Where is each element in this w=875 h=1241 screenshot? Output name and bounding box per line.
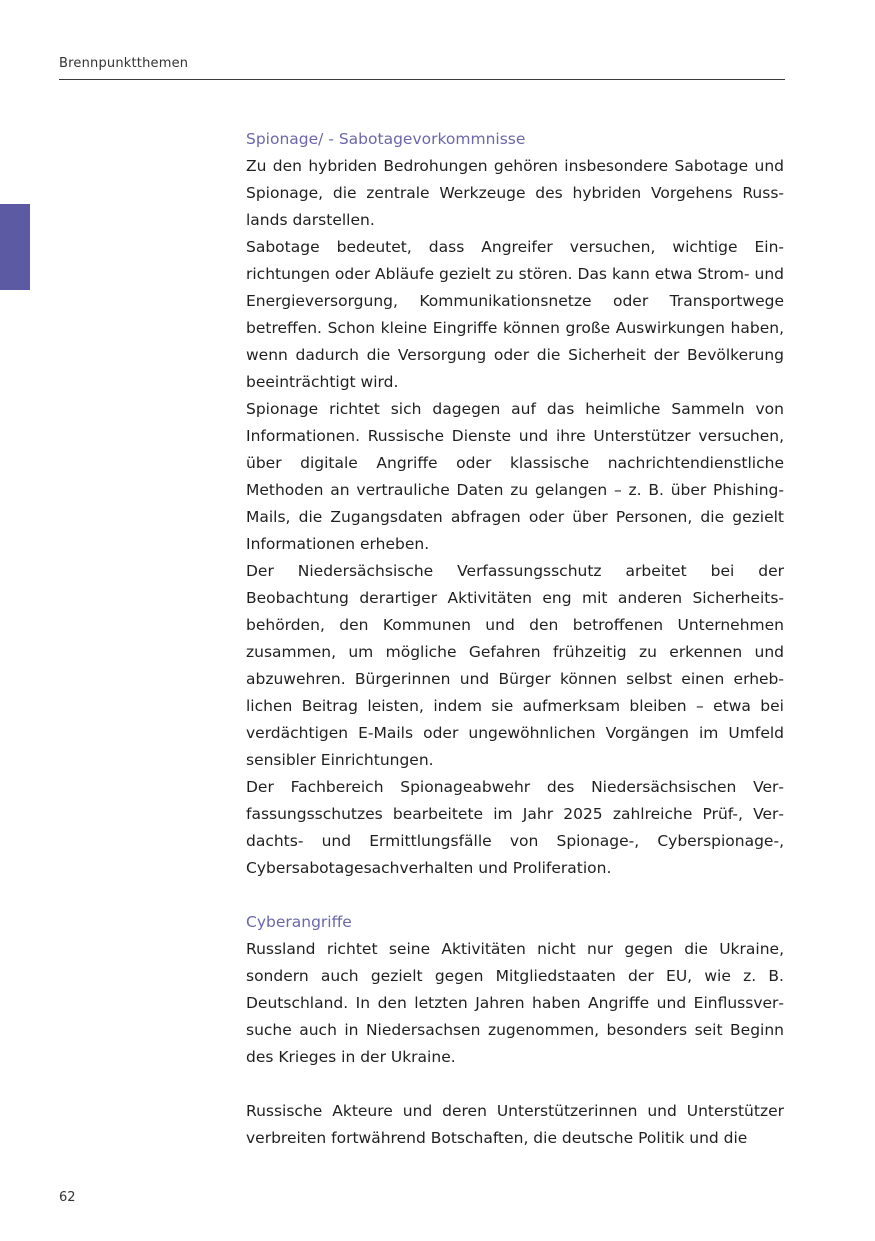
header-rule [59, 79, 785, 80]
section-side-tab [0, 204, 30, 290]
paragraph: Russische Akteure und deren Unterstützerinnen und Unterstützer verbreiten fortwährend Botschaften, die deutsche Politik und die [246, 1102, 784, 1147]
paragraph: Der Niedersächsische Verfassungsschutz arbeitet bei der Beobachtung derartiger Aktivitäten eng mit anderen Sicherheitsbehörden, den Kommunen und den betroffenen Unternehmen zusammen, um mögliche Gefahren frühzeitig zu erkennen und abzuwehren. Bürgerinnen und Bürger können selbst einen erheblichen Beitrag leisten, indem sie aufmerksam bleiben – etwa bei verdächtigen E-Mails oder ungewöhnlichen Vorgängen im Umfeld sensibler Einrichtungen. [246, 562, 784, 769]
page-number: 62 [59, 1190, 76, 1205]
paragraph: Sabotage bedeutet, dass Angreifer versuchen, wichtige Einrichtungen oder Abläufe gezielt zu stören. Das kann etwa Strom- und Energieversorgung, Kommunikationsnetze oder Transportwege betreffen. Schon kleine Eingriffe können große Auswirkungen haben, wenn dadurch die Versorgung oder die Sicherheit der Bevölkerung beeinträchtigt wird. [246, 238, 784, 391]
section-heading-spionage: Spionage/ - Sabotagevorkommnisse [246, 130, 526, 148]
main-content [246, 126, 784, 1152]
paragraph: Russland richtet seine Aktivitäten nicht nur gegen die Ukraine, sondern auch gezielt gegen Mitgliedstaaten der EU, wie z. B. Deutschland. In den letzten Jahren haben Angriffe und Einflussversuche auch in Niedersachsen zugenommen, besonders seit Beginn des Krieges in der Ukraine. [246, 940, 784, 1066]
paragraph: Spionage richtet sich dagegen auf das heimliche Sammeln von Informationen. Russische Dienste und ihre Unterstützer versuchen, über digitale Angriffe oder klassische nachrichtendienstliche Methoden an vertrauliche Daten zu gelangen – z. B. über Phishing-Mails, die Zugangsdaten abfragen oder über Personen, die gezielt Informationen erheben. [246, 400, 784, 553]
paragraph: Zu den hybriden Bedrohungen gehören insbesondere Sabotage und Spionage, die zentrale Werkzeuge des hybriden Vorgehens Russlands darstellen. [246, 157, 784, 229]
page-header-label: Brennpunktthemen [59, 56, 189, 71]
section-heading-cyberangriffe: Cyberangriffe [246, 913, 352, 931]
paragraph: Der Fachbereich Spionageabwehr des Niedersächsischen Verfassungsschutzes bearbeitete im Jahr 2025 zahlreiche Prüf-, Verdachts- und Ermittlungsfälle von Spionage-, Cyberspionage-, Cybersabotagesachverhalten und Proliferation. [246, 778, 784, 877]
